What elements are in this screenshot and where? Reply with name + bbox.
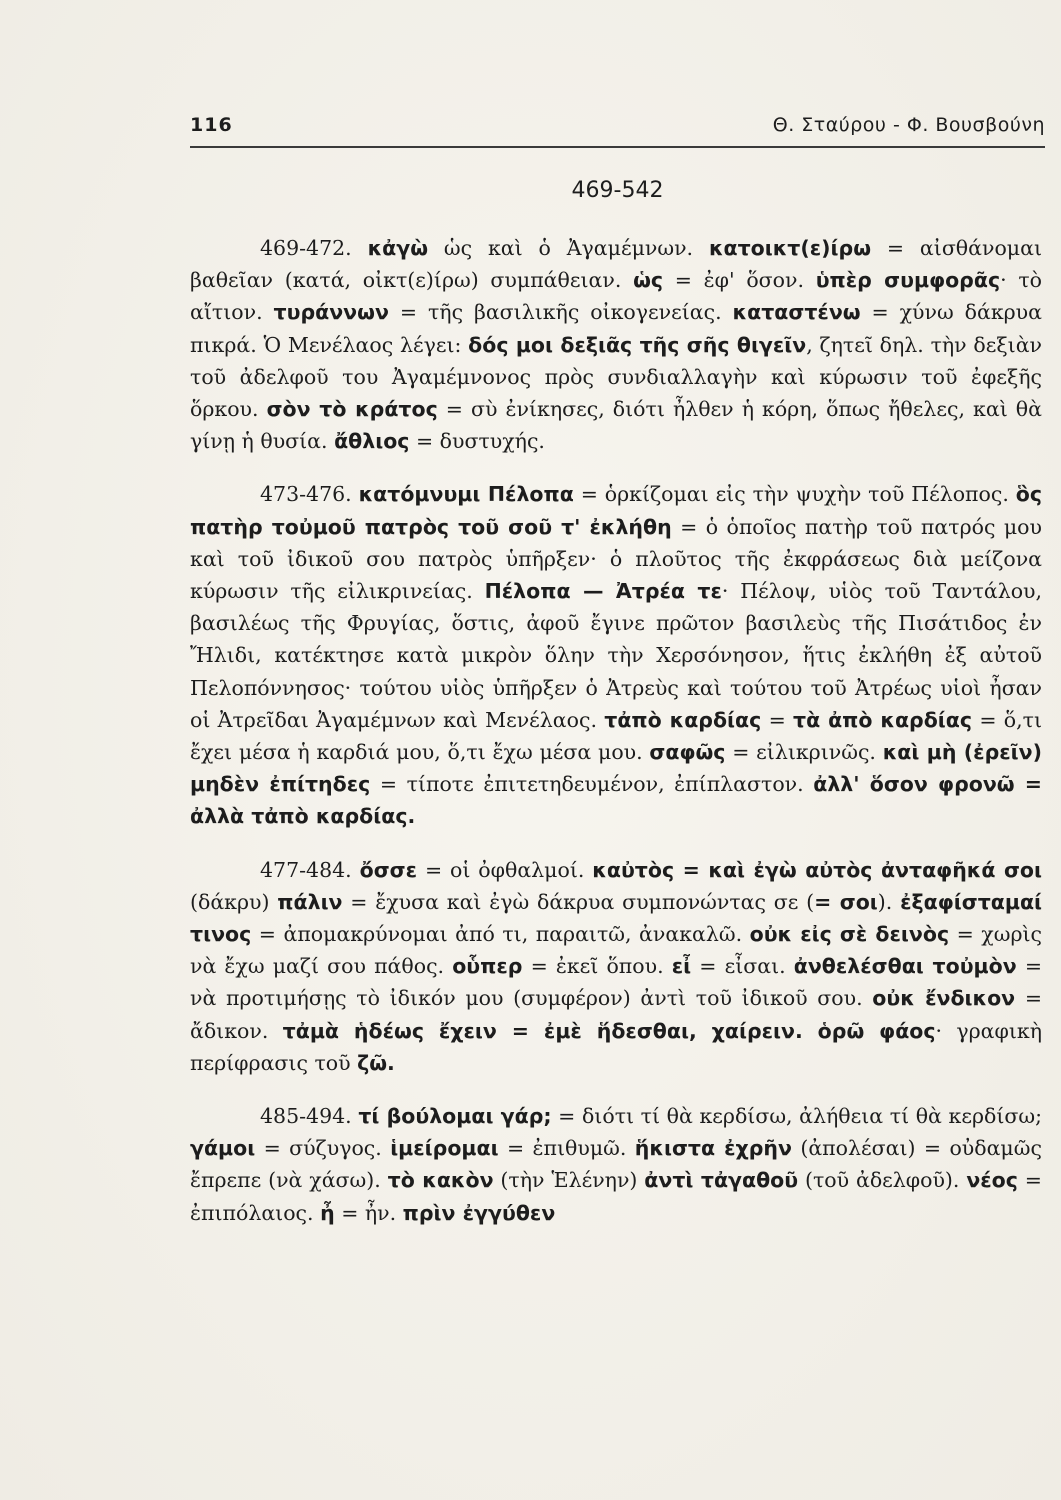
lemma: ὃς πατὴρ τοὐμοῦ πατρὸς τοῦ σοῦ τ' ἐκλήθη	[190, 482, 1042, 539]
lemma: γάμοι	[190, 1136, 256, 1161]
lemma: τἀμὰ ἡδέως ἔχειν = ἐμὲ ἥδεσθαι, χαίρειν. ὁρῶ φάος	[282, 1018, 936, 1043]
gloss-text: · τὸ αἴτιον.	[190, 268, 1043, 325]
lemma: πάλιν	[277, 889, 343, 914]
page-header	[190, 110, 1045, 148]
lemma: ἦ	[320, 1200, 335, 1225]
lemma: τὸ κακὸν	[387, 1168, 494, 1193]
gloss-text: ).	[877, 889, 901, 914]
gloss-text: = διότι τί θὰ κερδίσω, ἀλήθεια τί θὰ κερδίσω;	[551, 1104, 1042, 1129]
gloss-text: (τοῦ ἀδελφοῦ).	[798, 1168, 967, 1193]
lemma: ἥκιστα ἐχρῆν	[634, 1136, 792, 1161]
gloss-text: · Πέλοψ, υἱὸς τοῦ Ταντάλου, βασιλέως τῆς Φρυγίας, ὅστις, ἀφοῦ ἔγινε πρῶτον βασιλεὺς τῆς Πισάτιδος ἐν Ἤλιδι, κατέκτησε κατὰ μικρὸν ὅλην τὴν Χερσόνησον, ἥτις ἐκλήθη ἐξ αὐτοῦ Πελοπόννησος· τούτου υἱὸς ὑπῆρξεν ὁ Ἀτρεὺς καὶ τούτου τοῦ Ἀτρέως υἱοὶ ἦσαν οἱ Ἀτρεῖδαι Ἀγαμέμνων καὶ Μενέλαος.	[190, 579, 1043, 732]
gloss-text: ὡς καὶ ὁ Ἀγαμέμνων.	[428, 236, 709, 260]
gloss-text: , ζητεῖ δηλ. τὴν δεξιὰν τοῦ ἀδελφοῦ του Ἀγαμέμνονος πρὸς συνδιαλλαγὴν καὶ κύρωσιν τοῦ ἐφεξῆς ὅρκου.	[190, 332, 1042, 422]
lemma: Πέλοπα — Ἀτρέα τε	[484, 579, 722, 604]
lemma: δός μοι δεξιᾶς τῆς σῆς θιγεῖν	[468, 332, 807, 357]
lemma: οὐκ ἔνδικον	[872, 986, 1016, 1011]
gloss-text: (τὴν Ἑλένην)	[493, 1168, 645, 1193]
commentary-body	[190, 232, 1042, 1250]
page-number: 116	[190, 114, 233, 136]
gloss-text: = ὅ,τι ἔχει μέσα ἡ καρδιά μου, ὅ,τι ἔχω μέσα μου.	[190, 707, 1043, 765]
gloss-text: = εἰλικρινῶς.	[725, 740, 883, 765]
gloss-text: 477-484.	[260, 857, 360, 882]
gloss-text: = χύνω δάκρυα πικρά. Ὁ Μενέλαος λέγει:	[190, 300, 1042, 357]
gloss-text: = ὁρκίζομαι εἰς τὴν ψυχὴν τοῦ Πέλοπος.	[573, 482, 1016, 507]
gloss-text: = νὰ προτιμήσῃς τὸ ἰδικόν μου (συμφέρον) ἀντὶ τοῦ ἰδικοῦ σου.	[190, 954, 1042, 1011]
lemma: τί βούλομαι γάρ;	[358, 1104, 552, 1129]
lemma: κατοικτ(ε)ίρω	[708, 236, 872, 260]
gloss-text: 469-472.	[260, 236, 368, 260]
lemma: ἐξαφίσταμαί τινος	[190, 889, 1043, 947]
lemma: = σοι	[814, 889, 878, 914]
gloss-text: = σύζυγος.	[255, 1136, 391, 1161]
gloss-text: = ὁ ὁποῖος πατὴρ τοῦ πατρός μου καὶ τοῦ ἰδικοῦ σου πατρὸς ὑπῆρξεν· ὁ πλοῦτος τῆς ἐκφράσεως διὰ μείζονα κύρωσιν τῆς εἰλικρινείας.	[190, 514, 1042, 604]
lemma: οὐκ εἰς σὲ δεινὸς	[749, 922, 950, 947]
gloss-text: (δάκρυ)	[190, 889, 278, 914]
gloss-text: 473-476.	[260, 482, 359, 507]
lemma: ἱμείρομαι	[390, 1136, 499, 1161]
lemma: τυράννων	[273, 300, 389, 325]
lemma: εἶ	[671, 954, 692, 979]
gloss-text: = ἐπιθυμῶ.	[498, 1136, 635, 1161]
gloss-text: = ἄδικον.	[190, 986, 1042, 1043]
gloss-text: = χωρὶς νὰ ἔχω μαζί σου πάθος.	[190, 922, 1043, 979]
gloss-text: = ἐκεῖ ὅπου.	[522, 954, 672, 979]
lemma: καταστένω	[732, 300, 861, 325]
lemma: κατόμνυμι Πέλοπα	[358, 482, 574, 507]
lemma: ἀλλ' ὅσον φρονῶ = ἀλλὰ τἀπὸ καρδίας.	[190, 772, 1042, 829]
gloss-text: = ἦν.	[334, 1200, 403, 1225]
lemma: οὗπερ	[452, 954, 523, 979]
gloss-text: 485-494.	[260, 1104, 359, 1129]
lemma: ὡς	[633, 268, 664, 293]
running-head: Θ. Σταύρου - Φ. Βουσβούνη	[772, 114, 1045, 136]
commentary-paragraph	[190, 478, 1042, 832]
lemma: καὶ μὴ (ἐρεῖν) μηδὲν ἐπίτηδες	[190, 740, 1042, 797]
gloss-text: = σὺ ἐνίκησες, διότι ἦλθεν ἡ κόρη, ὅπως ἤθελες, καὶ θὰ γίνῃ ἡ θυσία.	[190, 397, 1042, 454]
lemma: σὸν τὸ κράτος	[266, 397, 438, 422]
gloss-text: = ἐφ' ὅσον.	[663, 268, 816, 293]
lemma: ὑπὲρ συμφορᾶς	[815, 268, 1001, 293]
lemma: κἀγὼ	[367, 236, 429, 260]
gloss-text: = τίποτε ἐπιτετηδευμένον, ἐπίπλαστον.	[370, 772, 814, 797]
gloss-text: = εἶσαι.	[691, 954, 794, 979]
gloss-text: = ἔχυσα καὶ ἐγὼ δάκρυα συμπονώντας σε (	[342, 889, 815, 914]
lemma: ὄσσε	[359, 857, 418, 882]
lemma: νέος	[966, 1168, 1018, 1193]
gloss-text: = αἰσθάνομαι βαθεῖαν (κατά, οἰκτ(ε)ίρω) συμπάθειαν.	[190, 236, 1043, 293]
lemma: καὐτὸς = καὶ ἐγὼ αὐτὸς ἀνταφῆκά σοι	[592, 857, 1043, 882]
commentary-paragraph	[190, 232, 1042, 457]
gloss-text: =	[761, 707, 794, 732]
gloss-text: = οἱ ὀφθαλμοί.	[417, 857, 593, 882]
gloss-text: = δυστυχής.	[409, 429, 545, 454]
gloss-text: = ἐπιπόλαιος.	[190, 1168, 1042, 1225]
lemma: πρὶν ἐγγύθεν	[402, 1200, 556, 1225]
section-title: 469-542	[571, 178, 664, 203]
gloss-text: = τῆς βασιλικῆς οἰκογενείας.	[388, 300, 733, 325]
gloss-text: · γραφικὴ περίφρασις τοῦ	[190, 1018, 1042, 1075]
commentary-paragraph	[190, 1100, 1042, 1229]
commentary-paragraph	[190, 854, 1042, 1079]
lemma: σαφῶς	[649, 740, 726, 765]
lemma: τὰ ἀπὸ καρδίας	[793, 707, 973, 732]
lemma: ἄθλιος	[334, 429, 410, 454]
gloss-text: (ἀπολέσαι) = οὐδαμῶς ἔπρεπε (νὰ χάσω).	[190, 1136, 1042, 1193]
lemma: τἀπὸ καρδίας	[604, 707, 762, 732]
lemma: ἀντὶ τἀγαθοῦ	[644, 1168, 799, 1193]
lemma: ζῶ.	[357, 1050, 395, 1075]
lemma: ἀνθελέσθαι τοὐμὸν	[793, 954, 1017, 979]
gloss-text: = ἀπομακρύνομαι ἀπό τι, παραιτῶ, ἀνακαλῶ.	[251, 922, 750, 947]
